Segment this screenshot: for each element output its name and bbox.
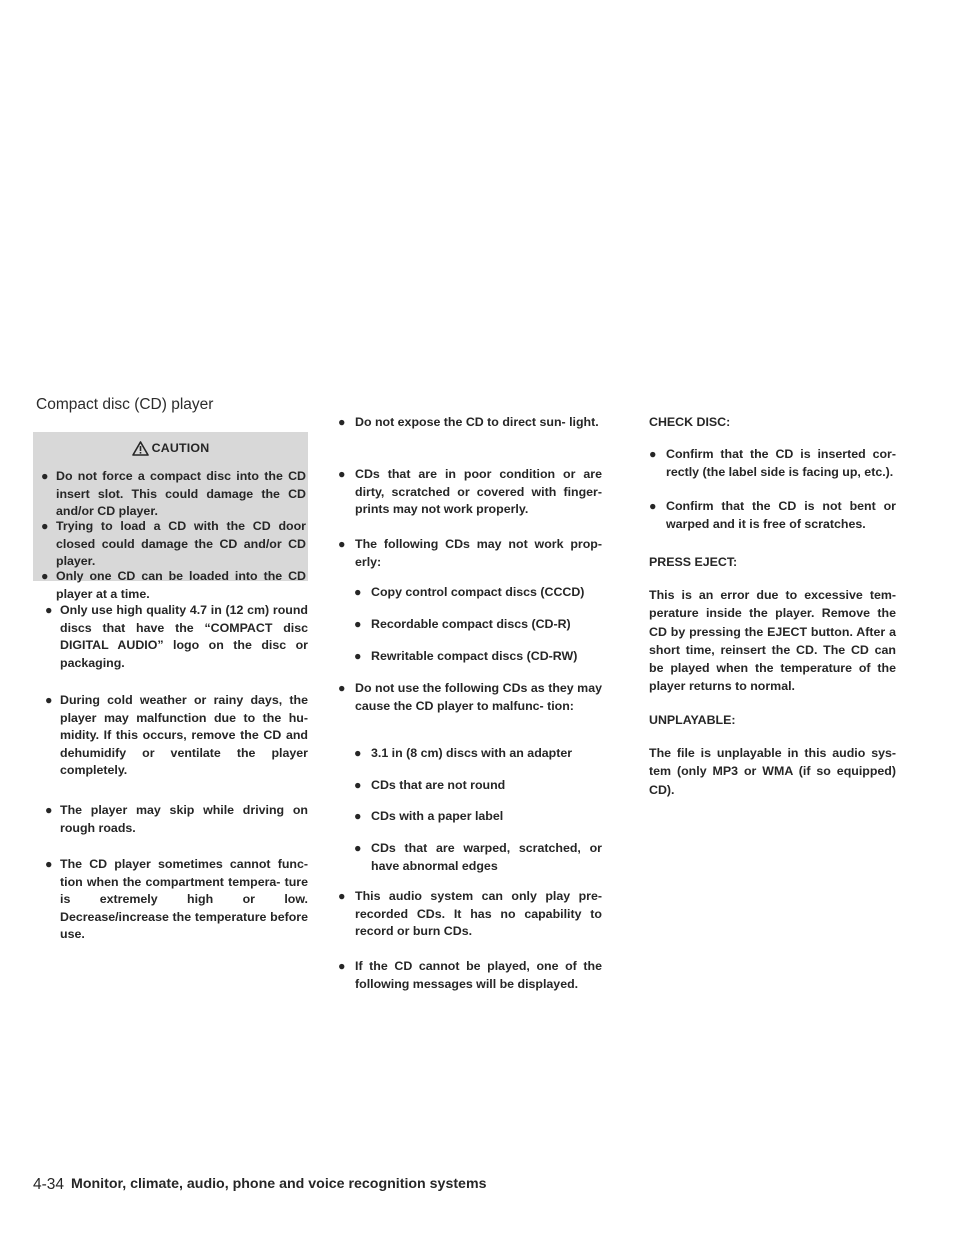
list-item — [338, 414, 602, 432]
section-title: Compact disc (CD) player — [36, 396, 214, 413]
bullet-icon: ● — [354, 746, 362, 760]
bullet-icon: ● — [45, 603, 53, 617]
bullet-icon: ● — [354, 649, 362, 663]
unplayable-heading: UNPLAYABLE: — [649, 713, 736, 727]
caution-label: CAUTION — [151, 441, 210, 455]
sub-list-item — [354, 777, 602, 795]
caution-item-text: Only one CD can be loaded into the CD player at a time. — [56, 569, 306, 601]
list-item-text: The following CDs may not work prop- erly: — [355, 537, 602, 569]
bullet-icon: ● — [41, 519, 49, 533]
caution-item — [41, 518, 306, 571]
bullet-icon: ● — [338, 959, 346, 973]
list-item-text: If the CD cannot be played, one of the following messages will be displayed. — [355, 959, 602, 991]
sub-list-item — [354, 648, 602, 666]
page-number: 4-34 — [33, 1176, 65, 1193]
bullet-icon: ● — [338, 681, 346, 695]
press-eject-text: This is an error due to excessive tem- perature inside the player. Remove the CD by pressing the EJECT button. After a short time, reinsert the CD. The CD can be played when the temperature of the player returns to normal. — [649, 588, 896, 694]
sub-list-item — [354, 808, 602, 826]
bullet-icon: ● — [354, 809, 362, 823]
list-item — [45, 802, 308, 837]
sub-list-item — [354, 616, 602, 634]
bullet-icon: ● — [354, 778, 362, 792]
bullet-icon: ● — [649, 447, 657, 461]
chapter-title: Monitor, climate, audio, phone and voice recognition systems — [71, 1176, 487, 1192]
sub-list-item-text: CDs that are warped, scratched, or have abnormal edges — [371, 841, 602, 873]
sub-list-item — [354, 840, 602, 875]
list-item — [338, 536, 602, 571]
list-item-text: This audio system can only play pre- recorded CDs. It has no capability to record or burn CDs. — [355, 889, 602, 939]
bullet-icon: ● — [41, 469, 49, 483]
list-item — [338, 466, 602, 519]
bullet-icon: ● — [354, 585, 362, 599]
bullet-icon: ● — [45, 803, 53, 817]
bullet-icon: ● — [354, 841, 362, 855]
check-disc-heading: CHECK DISC: — [649, 415, 731, 429]
list-item-text: Only use high quality 4.7 in (12 cm) round discs that have the “COMPACT disc DIGITAL AUDIO” logo on the disc or packaging. — [60, 603, 308, 670]
list-item — [45, 856, 308, 944]
list-item-text: Do not expose the CD to direct sun- light. — [355, 415, 599, 429]
list-item-text: During cold weather or rainy days, the player may malfunction due to the hu- midity. If this occurs, remove the CD and dehumidify or ventilate the player completely. — [60, 693, 308, 778]
list-item-text: Confirm that the CD is inserted cor- rectly (the label side is facing up, etc.). — [666, 447, 896, 479]
sub-list-item-text: Copy control compact discs (CCCD) — [371, 585, 585, 599]
list-item-text: The CD player sometimes cannot func- tion when the compartment tempera- ture is extremely high or low. Decrease/increase the temperature before use. — [60, 857, 308, 942]
bullet-icon: ● — [41, 569, 49, 583]
bullet-icon: ● — [338, 415, 346, 429]
warning-triangle-icon — [132, 441, 149, 456]
list-item — [338, 958, 602, 993]
sub-list-item-text: CDs with a paper label — [371, 809, 504, 823]
list-item — [45, 692, 308, 780]
list-item — [338, 888, 602, 941]
list-item-text: CDs that are in poor condition or are dirty, scratched or covered with finger- prints may not work properly. — [355, 467, 602, 517]
list-item-text: Confirm that the CD is not bent or warped and it is free of scratches. — [666, 499, 896, 531]
press-eject-heading: PRESS EJECT: — [649, 555, 738, 569]
list-item — [338, 680, 602, 715]
list-item — [649, 446, 896, 481]
caution-item — [41, 468, 306, 521]
sub-list-item-text: Recordable compact discs (CD-R) — [371, 617, 571, 631]
sub-list-item-text: 3.1 in (8 cm) discs with an adapter — [371, 746, 573, 760]
caution-box — [33, 432, 308, 601]
list-item — [649, 498, 896, 533]
sub-list-item — [354, 745, 602, 763]
caution-item-text: Do not force a compact disc into the CD insert slot. This could damage the CD and/or CD player. — [56, 469, 306, 519]
caution-header — [33, 438, 308, 458]
unplayable-text: The file is unplayable in this audio sys- tem (only MP3 or WMA (if so equipped) CD). — [649, 746, 896, 797]
bullet-icon: ● — [45, 693, 53, 707]
bullet-icon: ● — [649, 499, 657, 513]
sub-list-item-text: Rewritable compact discs (CD-RW) — [371, 649, 578, 663]
bullet-icon: ● — [45, 857, 53, 871]
list-item-text: Do not use the following CDs as they may cause the CD player to malfunc- tion: — [355, 681, 602, 713]
caution-item — [41, 568, 306, 603]
sub-list-item-text: CDs that are not round — [371, 778, 506, 792]
caution-item-text: Trying to load a CD with the CD door closed could damage the CD and/or CD player. — [56, 519, 306, 569]
bullet-icon: ● — [338, 537, 346, 551]
list-item-text: The player may skip while driving on rough roads. — [60, 803, 308, 835]
list-item — [45, 602, 308, 672]
bullet-icon: ● — [354, 617, 362, 631]
bullet-icon: ● — [338, 889, 346, 903]
sub-list-item — [354, 584, 602, 602]
bullet-icon: ● — [338, 467, 346, 481]
